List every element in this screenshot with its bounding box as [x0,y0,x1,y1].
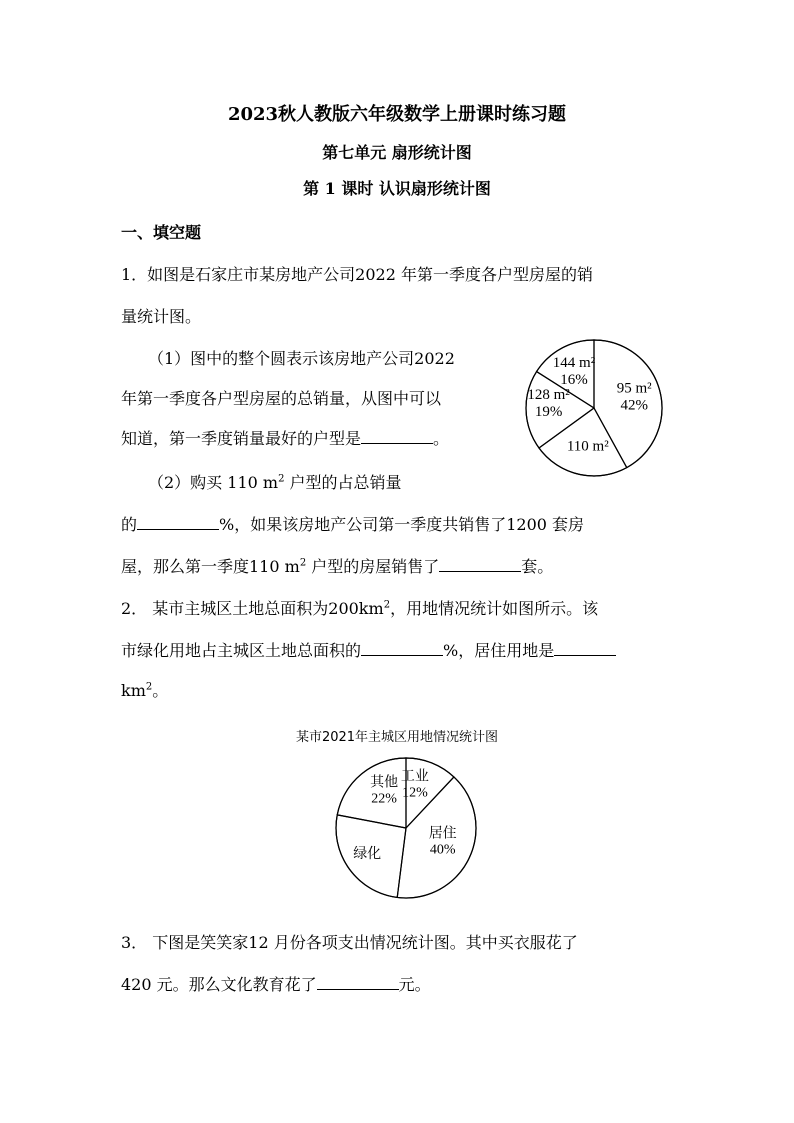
pie-chart-land-use [330,748,480,908]
answer-blank[interactable] [439,555,521,572]
page-title: 2023秋人教版六年级数学上册课时练习题 [227,104,567,125]
q1-line2: 量统计图。 [121,307,202,326]
q1-part2-line3: 屋，那么第一季度110 $m^2$ 户型的房屋销售了 套。 [121,557,554,576]
pie-slice-percent: 12% [402,785,428,801]
q1-part1-line3: 知道，第一季度销量最好的户型是 。 [121,429,450,448]
q3-line1: 3． 下图是笑笑家12 月份各项支出情况统计图。其中买衣服花了 [121,933,578,952]
pie-slice-label: 其他 [370,775,399,791]
q2-line3: $km^2$。 [121,681,169,700]
q3-line2: 420 元。那么文化教育花了 元。 [121,975,431,994]
pie-slice-label: 居住 [428,826,457,842]
answer-blank[interactable] [137,513,219,530]
answer-blank[interactable] [554,639,616,656]
q1-part1-line2: 年第一季度各户型房屋的总销量，从图中可以 [121,389,442,408]
q2-line2: 市绿化用地占主城区土地总面积的 %，居住用地是 [121,638,616,661]
section-heading: 一、填空题 [121,223,202,242]
answer-blank[interactable] [317,973,399,990]
pie-slice-label: 144 m² [552,355,596,372]
pie-slice-label: 110 m² [566,438,609,455]
pie-slice-percent: 42% [620,397,648,414]
pie-slice-label: 绿化 [353,846,382,862]
chart2-title: 某市2021年主城区用地情况统计图 [295,730,499,745]
answer-blank[interactable] [361,427,433,444]
pie-slice-percent: 40% [429,842,456,858]
pie-slice-label: 128 m² [527,387,570,404]
q1-part1-line1: （1）图中的整个圆表示该房地产公司2022 [148,349,455,368]
pie-slice-percent: 16% [560,372,588,389]
pie-slice-label: 95 m² [616,380,652,397]
pie-slice-label: 工业 [400,769,429,785]
q1-part2-line2: 的 %，如果该房地产公司第一季度共销售了1200 套房 [121,515,585,534]
unit-title: 第七单元 扇形统计图 [322,143,472,162]
q1-line1: 1．如图是石家庄市某房地产公司2022 年第一季度各户型房屋的销 [121,265,593,284]
answer-blank[interactable] [361,639,443,656]
pie-slice-percent: 22% [371,791,397,807]
pie-chart-house-types [510,338,680,488]
q2-line1: 2． 某市主城区土地总面积为$200km^2$，用地情况统计如图所示。该 [121,599,599,618]
q1-part2-line1: （2）购买 110 $m^2$ 户型的占总销量 [148,473,402,492]
pie-slice-percent: 19% [534,404,563,421]
lesson-title: 第 1 课时 认识扇形统计图 [303,179,491,198]
